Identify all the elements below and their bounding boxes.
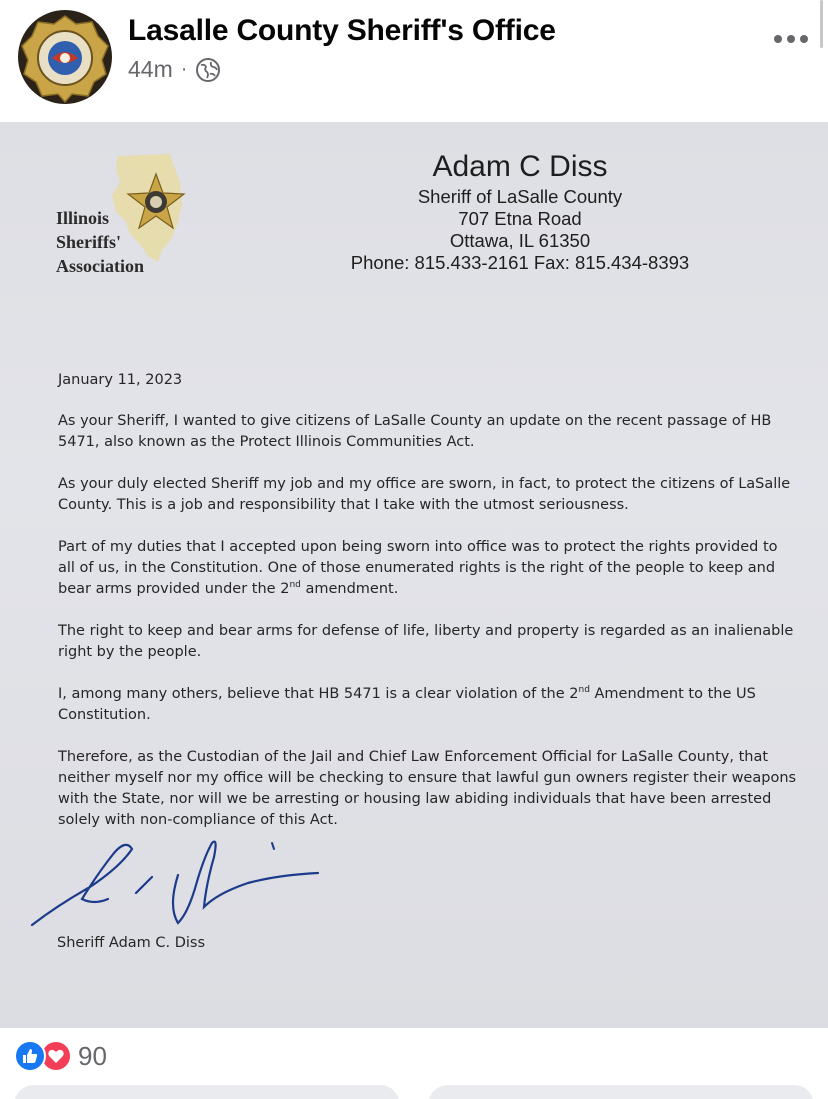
p3-text-b: amendment. <box>300 581 399 597</box>
letter-paragraph-1: As your Sheriff, I wanted to give citizens of LaSalle County an update on the recent passage of HB 5471, also known as the Protect Illinois Communities Act. <box>58 413 772 450</box>
reaction-count[interactable]: 90 <box>78 1040 107 1071</box>
p3-superscript: nd <box>289 580 301 591</box>
page-avatar[interactable] <box>18 10 112 104</box>
action-button-left[interactable] <box>14 1085 400 1099</box>
p5-text-b: Amendment to the US Constitution. <box>58 686 756 723</box>
letterhead-name: Adam C Diss <box>432 150 608 183</box>
letterhead-street: 707 Etna Road <box>458 208 582 229</box>
signature-name: Sheriff Adam C. Diss <box>57 935 206 951</box>
post-meta <box>128 56 221 83</box>
page-name[interactable]: Lasalle County Sheriff's Office <box>128 14 556 47</box>
sheriff-badge-icon <box>18 10 112 104</box>
letter-paragraph-5 <box>58 684 798 726</box>
letter-paragraph-4: The right to keep and bear arms for defense of life, liberty and property is regarded as an inalienable right by the people. <box>58 623 794 660</box>
post-photo[interactable] <box>0 122 828 1028</box>
more-options-icon[interactable] <box>774 30 814 48</box>
p3-text-a: Part of my duties that I accepted upon being sworn into office was to protect the rights provided to all of us, in the Constitution. One of those enumerated rights is the right of the people to keep and bear arms provided under the 2 <box>58 539 778 597</box>
letterhead-title: Sheriff of LaSalle County <box>417 186 623 207</box>
globe-icon <box>195 57 221 83</box>
reaction-summary[interactable] <box>14 1040 107 1072</box>
letter-paragraph-3 <box>58 537 798 600</box>
action-button-right[interactable] <box>428 1085 814 1099</box>
illinois-sheriffs-association-logo <box>56 152 206 276</box>
meta-separator: · <box>180 58 188 80</box>
letter-paragraph-6: Therefore, as the Custodian of the Jail and Chief Law Enforcement Official for LaSalle County, that neither myself nor my office will be checking to ensure that lawful gun owners register their weapons with the State, nor will we be arresting or housing law abiding individuals that have been arrested solely with non-compliance of this Act. <box>58 749 797 828</box>
p5-text-a: I, among many others, believe that HB 5471 is a clear violation of the 2 <box>58 686 579 702</box>
post-time[interactable]: 44m <box>128 56 173 82</box>
letterhead-city: Ottawa, IL 61350 <box>449 230 591 251</box>
post-header <box>0 0 828 122</box>
association-name: Illinois Sheriffs' Association <box>56 208 145 276</box>
letter-date: January 11, 2023 <box>58 372 183 388</box>
handwritten-signature <box>28 827 328 937</box>
letter-paragraph-2: As your duly elected Sheriff my job and my office are sworn, in fact, to protect the citizens of LaSalle County. This is a job and responsibility that I take with the utmost seriousness. <box>58 476 791 513</box>
like-icon <box>14 1040 46 1072</box>
p5-superscript: nd <box>578 685 590 696</box>
letterhead-phone-fax: Phone: 815.433-2161 Fax: 815.434-8393 <box>350 252 690 273</box>
scrollbar[interactable] <box>820 0 823 48</box>
